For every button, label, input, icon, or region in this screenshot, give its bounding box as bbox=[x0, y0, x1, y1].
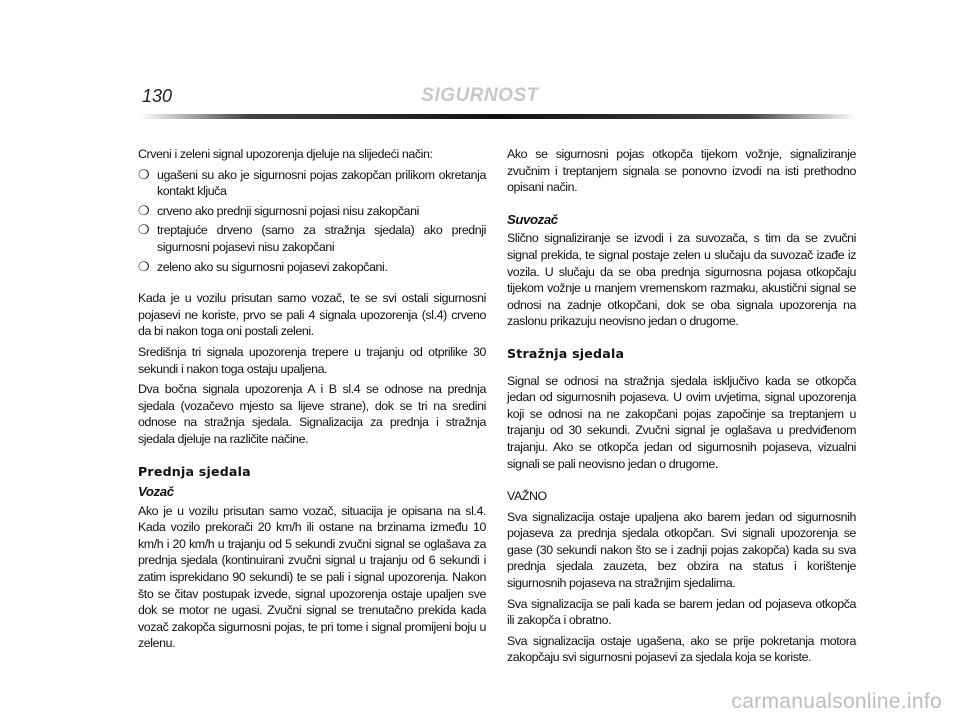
paragraph: Sva signalizacija ostaje upaljena ako barem jedan od sigurnosnih pojaseva za prednja sjedala otkopčan. Svi signali upozorenja se gase (30 sekundi nakon što se i zadnji pojas zakopča) kada su sva prednja sjedala zauzeta, bez obzira na status i korištenje sigurnosnih pojaseva na stražnjim sjedalima. bbox=[507, 509, 856, 591]
bullet-item bbox=[138, 222, 486, 255]
bullet-item bbox=[138, 259, 486, 276]
subheading-passenger: Suvozač bbox=[507, 211, 558, 227]
paragraph: Dva bočna signala upozorenja A i B sl.4 se odnose na prednja sjedala (vozačevo mjesto sa lijeve strane), dok se tri na sredini odnose na stražnja sjedala. Signalizacija za prednja i stražnja sjedala djeluje na različite načine. bbox=[138, 382, 486, 446]
circle-bullet-icon: ❍ bbox=[138, 166, 150, 182]
subheading-driver: Vozač bbox=[138, 484, 174, 500]
paragraph: Sva signalizacija ostaje ugašena, ako se prije pokretanja motora zakopčaju svi sigurnosni pojasevi za sjedala koja se koriste. bbox=[507, 633, 856, 665]
paragraph: Kada je u vozilu prisutan samo vozač, te se svi ostali sigurnosni pojasevi ne koriste, prvo se pali 4 signala upozorenja (sl.4) crveno da bi nakon toga oni postali zeleni. bbox=[138, 291, 486, 339]
right-column bbox=[507, 146, 856, 670]
page-number: 130 bbox=[142, 86, 173, 106]
bullet-item bbox=[138, 203, 486, 220]
circle-bullet-icon: ❍ bbox=[138, 202, 150, 218]
paragraph: Signal se odnosi na stražnja sjedala isključivo kada se otkopča jedan od sigurnosnih pojaseva. U ovim uvjetima, signal upozorenja koji se odnosi na ne zakopčani pojas započinje sa treptanjem u trajanju od 30 sekundi. Zvučni signal je oglašava u predviđenom trajanju. Ako se otkopča jedan od sigurnosnih pojaseva, vizualni signali se pali neovisno jedan o drugome. bbox=[507, 373, 856, 471]
left-column bbox=[138, 146, 486, 656]
paragraph: Ako je u vozilu prisutan samo vozač, situacija je opisana na sl.4. Kada vozilo prekorači 20 km/h ili ostane na brzinama između 10 km/h i 20 km/h u trajanju od 5 sekundi zvučni signal se oglašava za prednja sjedala (kontinuirani zvučni signal u trajanju od 6 sekundi i zatim isprekidano 90 sekundi) te se pali i signal upozorenja. Nakon što se čitav postupak izvede, signal upozorenja ostaje upaljen sve dok se motor ne ugasi. Zvučni signal se trenutačno prekida kada vozač zakopča sigurnosni pojas, te pri tome i signal promijeni boju u zelenu. bbox=[138, 503, 486, 651]
bullet-text: crveno ako prednji sigurnosni pojasi nisu zakopčani bbox=[157, 203, 419, 218]
bullet-item bbox=[138, 167, 486, 200]
paragraph: Slično signaliziranje se izvodi i za suvozača, s tim da se zvučni signal prekida, te signal postaje zelen u slučaju da suvozač izađe iz vozila. U slučaju da se oba prednja sigurnosna pojasa otkopčaju tijekom vožnje u manjem vremenskom razmaku, akustični signal se odnosi na zadnje otkopčani, dok se oba signala upozorenja na zaslonu prikazuju neovisno jedan o drugome. bbox=[507, 231, 856, 329]
important-label: VAŽNO bbox=[507, 489, 547, 504]
bullet-text: treptajuće drveno (samo za stražnja sjedala) ako prednji sigurnosni pojasevi nisu zakopčani bbox=[157, 223, 486, 254]
heading-front-seats: Prednja sjedala bbox=[138, 463, 251, 479]
paragraph: Ako se sigurnosni pojas otkopča tijekom vožnje, signaliziranje zvučnim i treptanjem signala se ponovno izvodi na isti prethodno opisani način. bbox=[507, 147, 856, 195]
header-rule bbox=[140, 114, 856, 119]
section-title: SIGURNOST bbox=[421, 85, 539, 106]
bullet-text: ugašeni su ako je sigurnosni pojas zakopčan prilikom okretanja kontakt ključa bbox=[157, 167, 486, 199]
paragraph: Sva signalizacija se pali kada se barem jedan od pojaseva otkopča ili zakopča i obratno. bbox=[507, 596, 856, 628]
intro-text: Crveni i zeleni signal upozorenja djeluje na slijedeći način: bbox=[138, 147, 433, 161]
circle-bullet-icon: ❍ bbox=[138, 222, 150, 238]
heading-rear-seats: Stražnja sjedala bbox=[507, 345, 625, 361]
circle-bullet-icon: ❍ bbox=[138, 258, 150, 274]
paragraph: Središnja tri signala upozorenja trepere u trajanju od otprilike 30 sekundi i nakon toga ostaju upaljena. bbox=[138, 344, 486, 376]
watermark: carmanualsonline.info bbox=[731, 690, 942, 713]
bullet-text: zeleno ako su sigurnosni pojasevi zakopčani. bbox=[157, 259, 388, 274]
